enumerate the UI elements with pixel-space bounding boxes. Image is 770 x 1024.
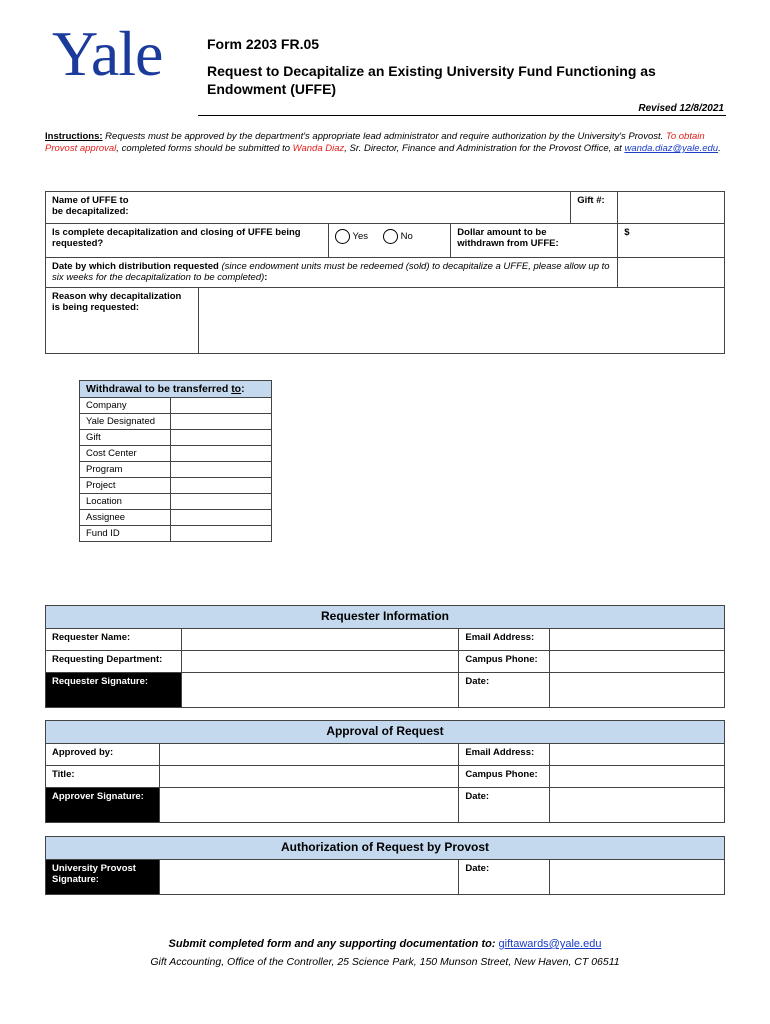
provost-signature-input[interactable] bbox=[159, 860, 458, 895]
dollar-amount-label: Dollar amount to be withdrawn from UFFE: bbox=[451, 224, 618, 258]
yes-no-options bbox=[328, 224, 451, 258]
requester-name-input[interactable] bbox=[181, 629, 459, 651]
distribution-date-input[interactable] bbox=[618, 258, 725, 288]
provost-date-input[interactable] bbox=[550, 860, 725, 895]
yes-label: Yes bbox=[352, 231, 368, 243]
transfer-row-label: Yale Designated bbox=[80, 414, 171, 430]
transfer-row-label: Project bbox=[80, 478, 171, 494]
requesting-department-label: Requesting Department: bbox=[46, 651, 182, 673]
uffe-name-label: Name of UFFE to be decapitalized: bbox=[52, 195, 129, 217]
yes-radio[interactable] bbox=[335, 229, 350, 244]
requester-title: Requester Information bbox=[46, 606, 725, 629]
requester-email-input[interactable] bbox=[550, 629, 725, 651]
transfer-table bbox=[79, 380, 272, 542]
approved-by-input[interactable] bbox=[159, 744, 458, 766]
requester-name-label: Requester Name: bbox=[46, 629, 182, 651]
requester-signature-label: Requester Signature: bbox=[46, 673, 182, 708]
submit-instructions bbox=[0, 938, 770, 950]
transfer-row-label: Program bbox=[80, 462, 171, 478]
submit-email-link[interactable]: giftawards@yale.edu bbox=[498, 938, 602, 950]
requester-phone-input[interactable] bbox=[550, 651, 725, 673]
instructions-text: Requests must be approved by the department's appropriate lead administrator and require authorization by the University's Provost. bbox=[102, 131, 666, 142]
transfer-header-text: Withdrawal to be transferred bbox=[86, 383, 232, 395]
distribution-date-colon: : bbox=[264, 272, 268, 283]
provost-section bbox=[45, 836, 725, 895]
uffe-name-field[interactable] bbox=[46, 192, 571, 224]
office-address: Gift Accounting, Office of the Controller, 25 Science Park, 150 Munson Street, New Haven, CT 06511 bbox=[150, 956, 620, 968]
approver-signature-label: Approver Signature: bbox=[46, 788, 160, 823]
approver-phone-input[interactable] bbox=[550, 766, 725, 788]
dollar-amount-input[interactable]: $ bbox=[618, 224, 725, 258]
distribution-date-note: (since endowment units must be redeemed (sold) to decapitalize a UFFE, please allow up to six weeks for the decapitalization to be completed) bbox=[52, 261, 610, 283]
requester-date-input[interactable] bbox=[550, 673, 725, 708]
requester-phone-label: Campus Phone: bbox=[459, 651, 550, 673]
transfer-header-to: to bbox=[231, 383, 242, 395]
approver-email-input[interactable] bbox=[550, 744, 725, 766]
approver-date-input[interactable] bbox=[550, 788, 725, 823]
gift-number-input[interactable] bbox=[618, 192, 725, 224]
submit-text: Submit completed form and any supporting documentation to: bbox=[168, 938, 499, 950]
approval-title: Approval of Request bbox=[46, 721, 725, 744]
instructions-end: . bbox=[718, 143, 721, 154]
instructions bbox=[45, 131, 725, 155]
instructions-text: , completed forms should be submitted to bbox=[116, 143, 293, 154]
instructions-label: Instructions: bbox=[45, 131, 103, 142]
reason-label: Reason why decapitalization is being requested: bbox=[46, 288, 199, 354]
provost-signature-label: University Provost Signature: bbox=[46, 860, 160, 895]
requester-signature-input[interactable] bbox=[181, 673, 459, 708]
transfer-row-label: Location bbox=[80, 494, 171, 510]
uffe-details-table bbox=[45, 191, 725, 354]
transfer-header-colon: : bbox=[241, 383, 245, 395]
approval-section bbox=[45, 720, 725, 823]
company-input[interactable] bbox=[170, 398, 271, 414]
complete-decap-question: Is complete decapitalization and closing of UFFE being requested? bbox=[46, 224, 329, 258]
approver-date-label: Date: bbox=[459, 788, 550, 823]
approved-by-label: Approved by: bbox=[46, 744, 160, 766]
instructions-text: , Sr. Director, Finance and Administration for the Provost Office, at bbox=[344, 143, 625, 154]
transfer-row-label: Cost Center bbox=[80, 446, 171, 462]
provost-date-label: Date: bbox=[459, 860, 550, 895]
transfer-row-label: Company bbox=[80, 398, 171, 414]
form-title: Request to Decapitalize an Existing University Fund Functioning as Endowment (UFFE) bbox=[207, 63, 656, 97]
cost-center-input[interactable] bbox=[170, 446, 271, 462]
fund-id-input[interactable] bbox=[170, 526, 271, 542]
approver-phone-label: Campus Phone: bbox=[459, 766, 550, 788]
program-input[interactable] bbox=[170, 462, 271, 478]
gift-input[interactable] bbox=[170, 430, 271, 446]
approver-signature-input[interactable] bbox=[159, 788, 458, 823]
requester-section bbox=[45, 605, 725, 708]
transfer-row-label: Assignee bbox=[80, 510, 171, 526]
contact-name: Wanda Diaz bbox=[292, 143, 345, 154]
distribution-date-title: Date by which distribution requested bbox=[52, 261, 219, 272]
yale-logo: Yale bbox=[52, 18, 163, 89]
instructions-highlight: To obtain Provost approval bbox=[45, 131, 705, 154]
approver-title-label: Title: bbox=[46, 766, 160, 788]
no-label: No bbox=[400, 231, 413, 243]
requester-date-label: Date: bbox=[459, 673, 550, 708]
transfer-header bbox=[80, 381, 272, 398]
requesting-department-input[interactable] bbox=[181, 651, 459, 673]
transfer-row-label: Fund ID bbox=[80, 526, 171, 542]
header-divider bbox=[198, 115, 726, 116]
approver-title-input[interactable] bbox=[159, 766, 458, 788]
yale-designated-input[interactable] bbox=[170, 414, 271, 430]
approver-email-label: Email Address: bbox=[459, 744, 550, 766]
project-input[interactable] bbox=[170, 478, 271, 494]
requester-email-label: Email Address: bbox=[459, 629, 550, 651]
location-input[interactable] bbox=[170, 494, 271, 510]
revised-date: Revised 12/8/2021 bbox=[638, 103, 724, 114]
form-number: Form 2203 FR.05 bbox=[207, 36, 320, 52]
reason-input[interactable] bbox=[198, 288, 724, 354]
distribution-date-label bbox=[46, 258, 618, 288]
contact-email-link[interactable]: wanda.diaz@yale.edu bbox=[624, 143, 719, 154]
transfer-row-label: Gift bbox=[80, 430, 171, 446]
provost-title: Authorization of Request by Provost bbox=[46, 837, 725, 860]
assignee-input[interactable] bbox=[170, 510, 271, 526]
gift-number-label: Gift #: bbox=[571, 192, 618, 224]
no-radio[interactable] bbox=[383, 229, 398, 244]
